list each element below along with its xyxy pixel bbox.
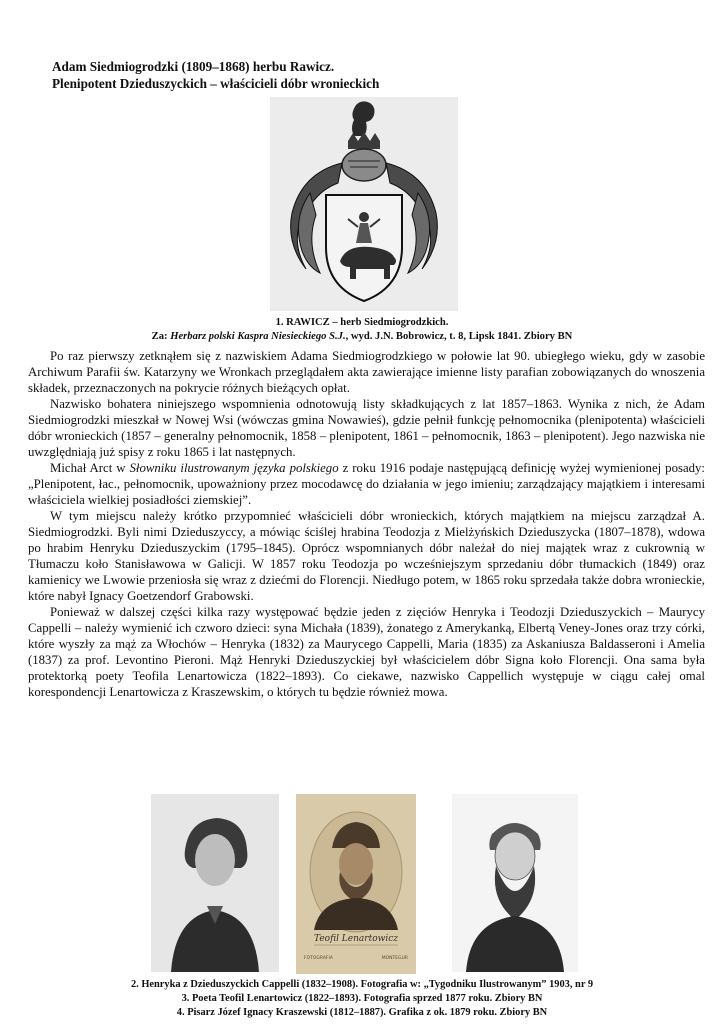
figure-4-caption: 4. Pisarz Józef Ignacy Kraszewski (1812–1887). Grafika z ok. 1879 roku. Zbiory BN [176, 1007, 548, 1018]
signature: Teofil Lenartowicz [314, 934, 398, 944]
coat-of-arms-drawing [270, 97, 458, 311]
paragraph-4: W tym miejscu należy krótko przypomnieć właścicieli dóbr wronieckich, których majątkiem na miejscu zarządzał A. Siedmiogrodzki. Byli nimi Dzieduszyccy, a mówiąc ściślej hrabina Teodozja z Mielżyńskich Dzieduszycka (1807–1878), wdowa po hrabim Henryku Dzieduszyckim (1795–1845). Oprócz wspomnianych dóbr należał do niej majątek wraz z cukrownią w Tłumaczu koło Stanisławowa w Galicji. W 1857 roku Teodozja po wcześniejszym sprzedaniu dóbr tłumackich (1849) oraz kamienicy we Lwowie przeniosła się wraz z dziećmi do Florencji. Niedługo potem, w 1865 roku sprzedała także dobra wronieckie, które nabył Ignacy Goetzendorf Grabowski. [28, 509, 705, 603]
title-line-2: Plenipotent Dzieduszyckich – właścicieli dóbr wronieckich [52, 76, 380, 91]
figure-3-caption: 3. Poeta Teofil Lenartowicz (1822–1893). Fotografia sprzed 1877 roku. Zbiory BN [181, 993, 543, 1004]
paragraph-3-end: z roku 1916 podaje następującą definicję wyżej wymienionej posady: „Plenipotent, łac., pełnomocnik, upoważniony przez mocodawcę do działania w jego imieniu; zarządzający majątkiem i interesami właściciela wielkiej posiadłości ziemskiej”. [28, 461, 705, 507]
caption-rest: , wyd. J.N. Bobrowicz, t. 8, Lipsk 1841. Zbiory BN [345, 331, 573, 342]
photo-teofil-lenartowicz [296, 794, 416, 974]
photo-henryka-cappelli [151, 794, 279, 972]
caption-book-title: Herbarz polski Kaspra Niesieckiego S.J. [170, 331, 346, 342]
studio-label: MONTEGUR [381, 956, 408, 961]
figure-1-caption-line-1: 1. RAWICZ – herb Siedmiogrodzkich. [275, 317, 449, 328]
photographer-label: FOTOGRAFIA [304, 956, 333, 961]
henryka-portrait-drawing [151, 794, 279, 972]
lenartowicz-portrait-drawing [296, 794, 416, 974]
figure-1-caption-line-2 [40, 330, 684, 344]
paragraph-3 [28, 460, 705, 508]
paragraph-3-start: Michał Arct w [50, 461, 130, 475]
paragraph-5: Ponieważ w dalszej części kilka razy występować będzie jeden z zięciów Henryka i Teodozji Dzieduszyckich – Maurycy Cappelli – należy wymienić ich czworo dzieci: syna Michała (1839), żonatego z Amerykanką, Elbertą Veney-Jones oraz trzy córki, które wyszły za mąż za Włochów – Henryka (1832) za Maurycego Cappelli, Maria (1835) za Askaniusza Baldasseroni i Amelia (1837) za prof. Levontino Pieroni. Mąż Henryki Dzieduszyckiej był właścicielem dóbr Signa koło Florencji. Ona sama była protektorką poety Teofila Lenartowicza (1822–1893). Co ciekawe, nazwisko Cappellich występuje w ciągu całej omal korespondencji Lenartowicza z Kraszewskim, o których tu będzie również mowa. [28, 605, 705, 699]
title-line-1: Adam Siedmiogrodzki (1809–1868) herbu Rawicz. [52, 59, 335, 74]
article-title [52, 58, 379, 92]
figure-2-caption: 2. Henryka z Dzieduszyckich Cappelli (1832–1908). Fotografia w: „Tygodniku Ilustrowanym” 1903, nr 9 [130, 979, 594, 990]
paragraph-1: Po raz pierwszy zetknąłem się z nazwiskiem Adama Siedmiogrodzkiego w połowie lat 90. ubiegłego wieku, gdy w zasobie Archiwum Parafii św. Katarzyny we Wronkach przeglądałem akta zawierające imienne listy parafian zobowiązanych do wnoszenia składek, przeznaczonych na pokrycie różnych bieżących opłat. [28, 349, 705, 395]
article-body [28, 348, 705, 700]
kraszewski-portrait-drawing [452, 794, 578, 972]
coat-of-arms-rawicz-image [270, 97, 458, 311]
dictionary-title: Słowniku ilustrowanym języka polskiego [129, 461, 339, 475]
caption-za: Za: [151, 331, 171, 342]
engraving-jozef-ignacy-kraszewski [452, 794, 578, 972]
paragraph-2: Nazwisko bohatera niniejszego wspomnienia odnotowują listy składkujących z lat 1857–1863. Wynika z nich, że Adam Siedmiogrodzki mieszkał w Nowej Wsi (wówczas gmina Nowawieś), gdzie pełnił funkcję pełnomocnika (plenipotenta) właścicieli dóbr wronieckich (1857 – generalny pełnomocnik, 1858 – plenipotent, 1861 – pełnomocnik, 1863 – plenipotent). Jego nazwiska nie uwzględniają już spisy z roku 1865 i lat następnych. [28, 397, 705, 459]
